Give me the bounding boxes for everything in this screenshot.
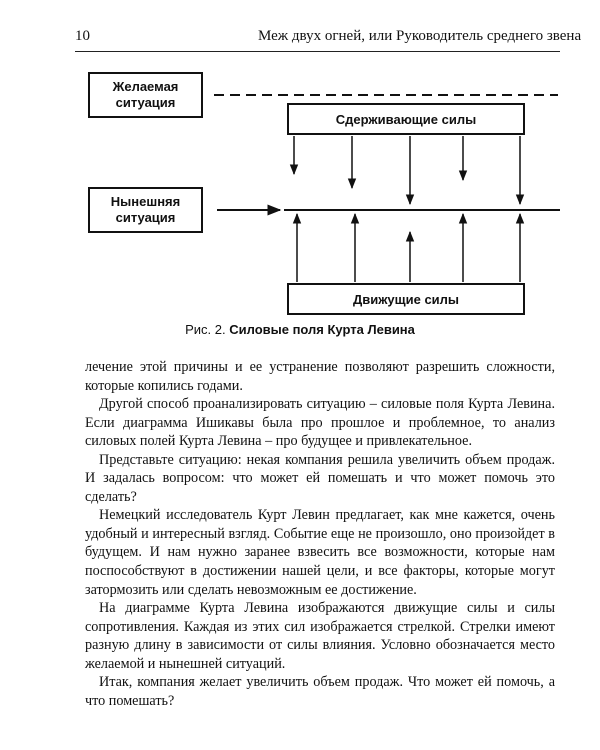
- body-text: [85, 358, 555, 710]
- current-situation-box: [89, 188, 202, 232]
- restraining-forces-box: [288, 104, 524, 134]
- figure-caption-prefix: Рис. 2.: [185, 322, 226, 337]
- force-field-diagram: [0, 0, 600, 360]
- paragraph: Представьте ситуацию: некая компания решила увеличить объем продаж. И задалась вопросом: что может ей помешать и что может помочь это сделать?: [85, 451, 555, 505]
- paragraph: Немецкий исследователь Курт Левин предлагает, как мне кажется, очень удобный и интересный взгляд. Событие еще не произошло, оно произойдет в будущем. И нам нужно заранее взвесить все возможности, которые нам поспособствуют в достижении нашей цели, и все факторы, которые могут затормозить или сделать невозможным ее достижение.: [85, 507, 555, 598]
- desired-situation-line-1: Желаемая: [112, 79, 179, 94]
- running-title: Меж двух огней, или Руководитель среднего звена: [258, 28, 582, 44]
- restraining-forces-label: Сдерживающие силы: [335, 112, 477, 127]
- figure-caption: [0, 322, 600, 337]
- paragraph: лечение этой причины и ее устранение позволяют разрешить сложности, которые копились годами.: [85, 359, 555, 394]
- driving-forces-box: [288, 284, 524, 314]
- driving-forces-label: Движущие силы: [352, 292, 460, 307]
- figure-caption-title: Силовые поля Курта Левина: [229, 322, 415, 337]
- paragraph: Другой способ проанализировать ситуацию – силовые поля Курта Левина. Если диаграмма Ишикавы была про прошлое и проблемное, то анализ силовых полей Курта Левина – про будущее и привлекательное.: [85, 396, 555, 450]
- paragraph: Итак, компания желает увеличить объем продаж. Что может ей помочь, а что помешать?: [85, 674, 555, 709]
- current-situation-line-1: Нынешняя: [110, 194, 181, 209]
- paragraph: На диаграмме Курта Левина изображаются движущие силы и силы сопротивления. Каждая из этих сил изображается стрелкой. Стрелки имеют разную длину в зависимости от силы влияния. Условно обозначается место желаемой и нынешней ситуаций.: [85, 600, 555, 672]
- desired-situation-line-2: ситуация: [115, 95, 176, 110]
- page-number: 10: [75, 28, 90, 44]
- desired-situation-box: [89, 73, 202, 117]
- current-situation-line-2: ситуация: [115, 210, 176, 225]
